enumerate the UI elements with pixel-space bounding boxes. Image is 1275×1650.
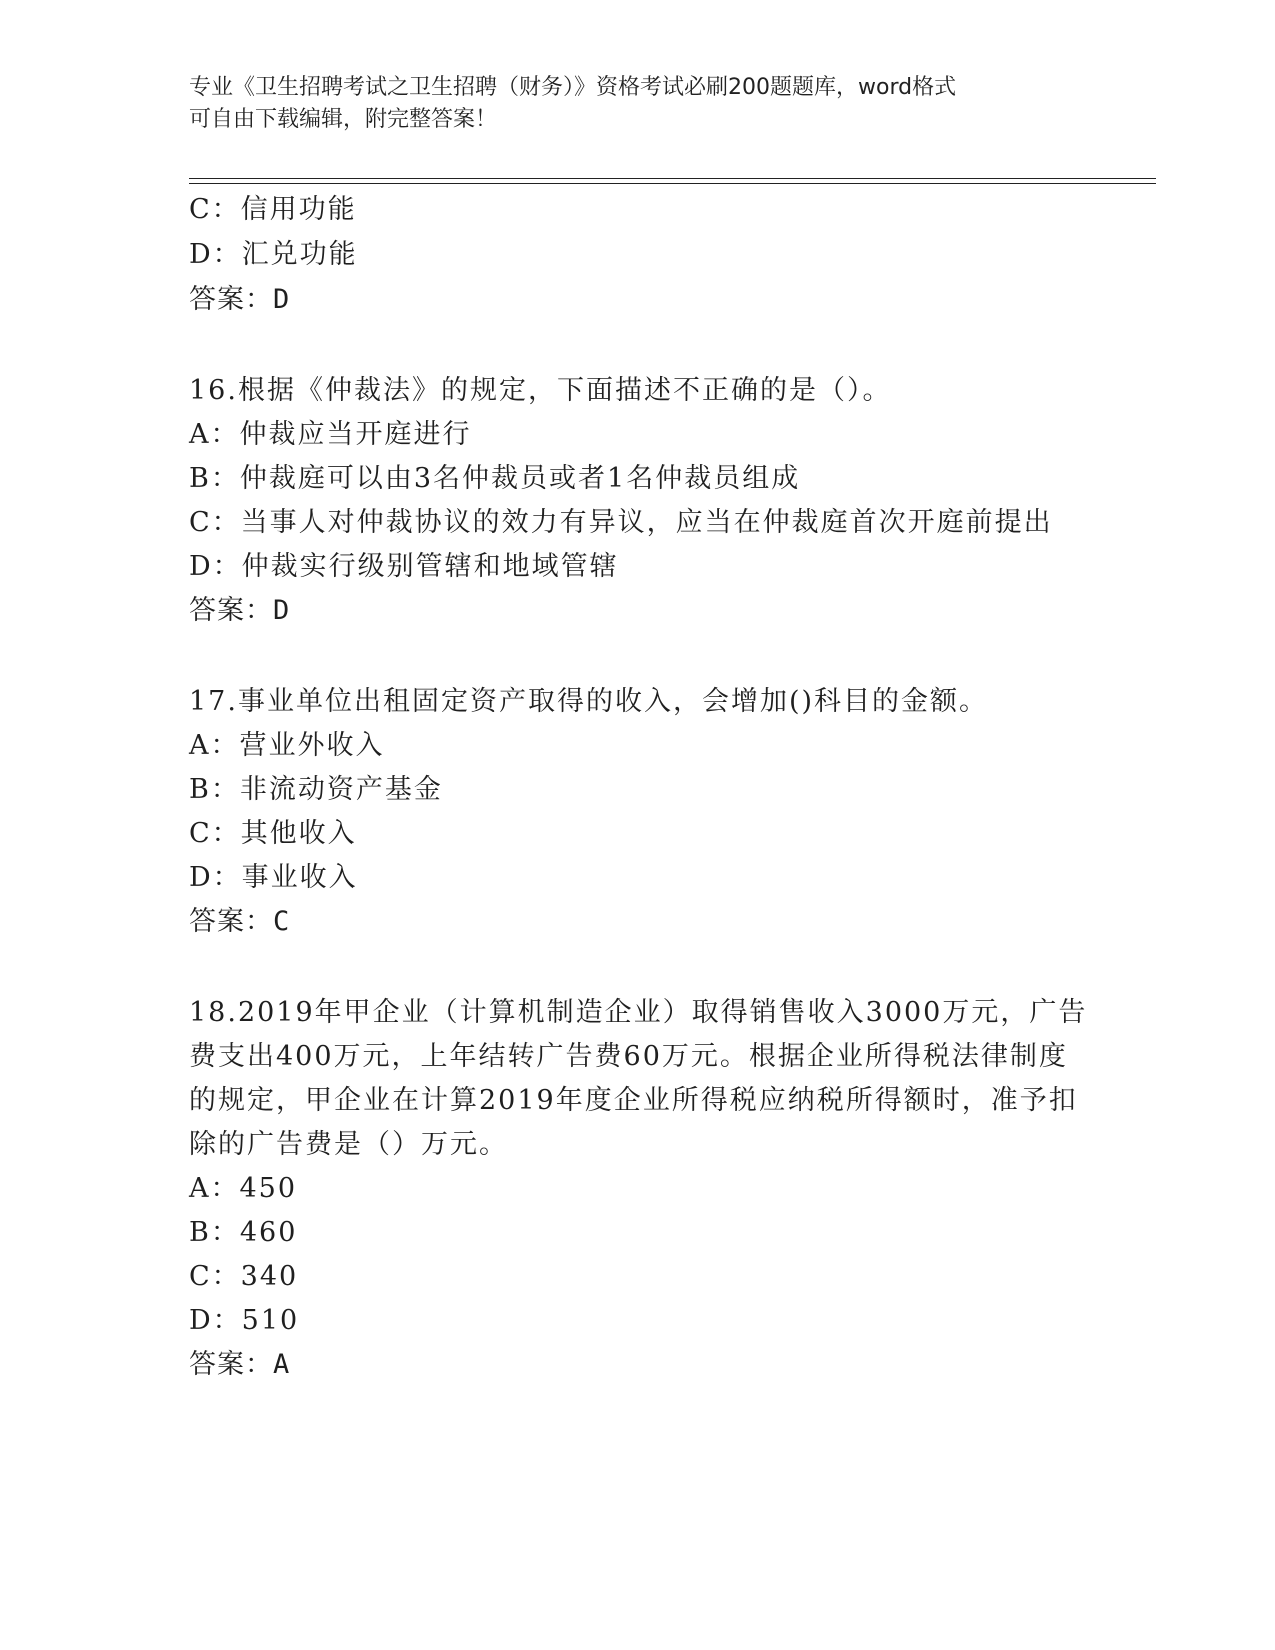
option-b: B：仲裁庭可以由3名仲裁员或者1名仲裁员组成 [189, 463, 801, 494]
question-stem-line-3: 的规定，甲企业在计算2019年度企业所得税应纳税所得额时，准予扣 [189, 1085, 1078, 1116]
option-d: D：510 [189, 1305, 300, 1336]
option-d: D：汇兑功能 [189, 239, 358, 270]
option-d: D：事业收入 [189, 862, 358, 893]
question-stem: 17.事业单位出租固定资产取得的收入，会增加()科目的金额。 [189, 686, 989, 717]
question-stem-line-1: 18.2019年甲企业（计算机制造企业）取得销售收入3000万元，广告 [189, 997, 1088, 1028]
header-title-line-2: 可自由下载编辑，附完整答案！ [189, 107, 498, 132]
answer-label: 答案： [189, 906, 273, 937]
answer-value: D [273, 595, 291, 626]
option-b: B：460 [189, 1217, 298, 1248]
option-c: C：其他收入 [189, 818, 357, 849]
answer-label: 答案： [189, 284, 273, 315]
answer-line [189, 905, 290, 939]
answer-label: 答案： [189, 1349, 273, 1380]
option-a: A：450 [189, 1173, 298, 1204]
option-c: C：当事人对仲裁协议的效力有异议，应当在仲裁庭首次开庭前提出 [189, 507, 1053, 538]
question-stem-line-4: 除的广告费是（）万元。 [189, 1129, 508, 1160]
answer-line [189, 283, 290, 317]
question-stem: 16.根据《仲裁法》的规定，下面描述不正确的是（）。 [189, 375, 892, 406]
answer-value: C [273, 906, 291, 937]
option-c: C：340 [189, 1261, 299, 1292]
answer-line [189, 1348, 290, 1382]
option-c: C：信用功能 [189, 194, 357, 225]
answer-line [189, 594, 290, 628]
answer-value: D [273, 284, 291, 315]
header-title-line-1: 专业《卫生招聘考试之卫生招聘（财务）》资格考试必刷200题题库，word格式 [189, 75, 957, 100]
option-a: A：营业外收入 [189, 730, 385, 761]
question-stem-line-2: 费支出400万元，上年结转广告费60万元。根据企业所得税法律制度 [189, 1041, 1068, 1072]
answer-label: 答案： [189, 595, 273, 626]
answer-value: A [273, 1349, 291, 1380]
option-d: D：仲裁实行级别管辖和地域管辖 [189, 551, 619, 582]
option-a: A：仲裁应当开庭进行 [189, 419, 472, 450]
header-divider-top [189, 178, 1156, 179]
document-header [189, 72, 1089, 136]
header-divider-bottom [189, 183, 1156, 184]
option-b: B：非流动资产基金 [189, 774, 443, 805]
